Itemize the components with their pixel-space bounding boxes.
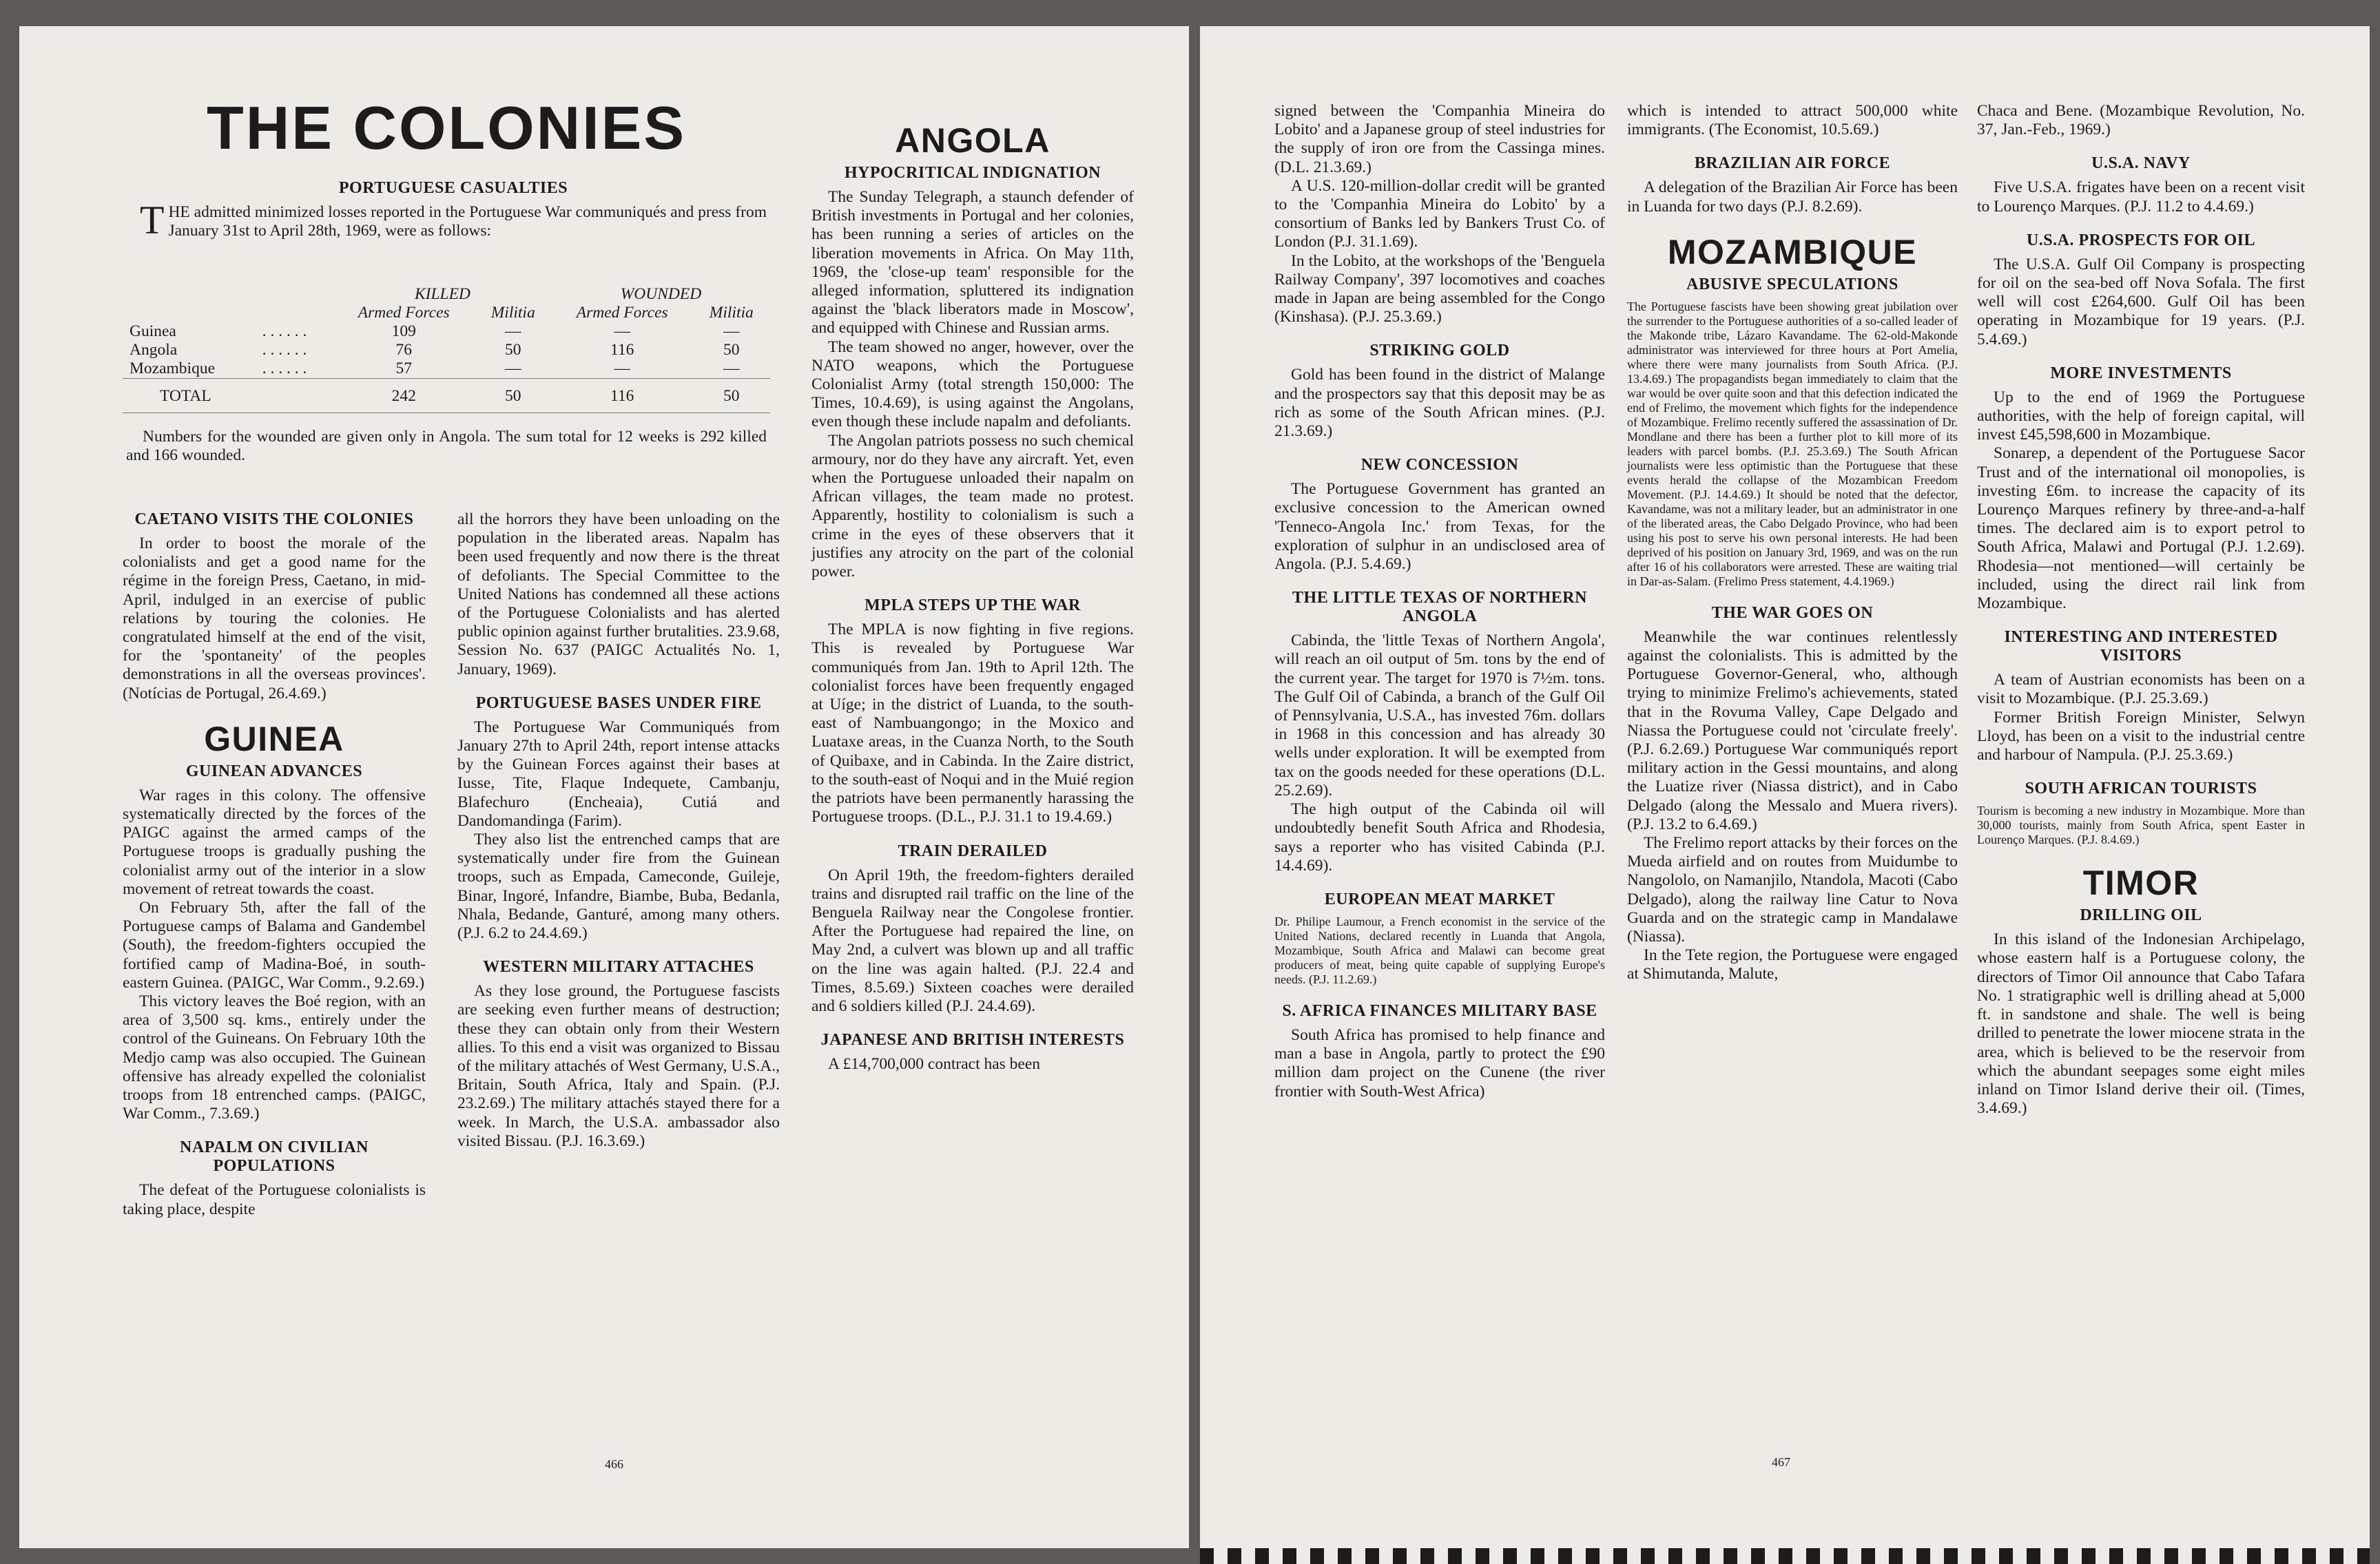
cell: 116	[610, 341, 634, 359]
left-column-3	[811, 121, 1134, 1074]
table-row	[123, 359, 770, 379]
cell: 50	[723, 341, 740, 359]
left-column-1	[123, 510, 426, 1219]
safin-heading: S. AFRICA FINANCES MILITARY BASE	[1282, 1001, 1597, 1020]
article-paragraph: Gold has been found in the district of Malange and the prospectors say that this deposit may be as rich as some of the South African mines. (P.J. 21.3.69.)	[1274, 366, 1605, 441]
article-paragraph: Tourism is becoming a new industry in Mozambique. More than 30,000 tourists, mainly from South Africa, spent Easter in Lourenço Marques. (P.J. 8.4.69.)	[1977, 804, 2305, 847]
row-label: Guinea	[130, 322, 176, 340]
total-label: TOTAL	[123, 379, 256, 413]
casualties-section	[140, 179, 767, 240]
cell: —	[614, 322, 630, 340]
mpla-heading: MPLA STEPS UP THE WAR	[865, 596, 1081, 615]
advances-heading: GUINEAN ADVANCES	[185, 762, 363, 780]
article-paragraph: The team showed no anger, however, over the NATO weapons, which the Portuguese Colonialist Army (total strength 150,000: The Times, 10.4.69), is using against the Angolans, even though these include napalm and defoliants.	[811, 337, 1134, 431]
article-paragraph: The high output of the Cabinda oil will undoubtedly benefit South Africa and Rhodesia, says a reporter who has visited Cabinda (P.J. 14.4.69).	[1274, 800, 1605, 875]
color-scale-ruler	[1200, 1548, 2370, 1564]
article-paragraph: Former British Foreign Minister, Selwyn Lloyd, has been on a visit to the industrial centre and harbour of Nampula. (P.J. 25.3.69.)	[1977, 708, 2305, 764]
drop-cap: T	[140, 198, 165, 242]
cell: 50	[504, 341, 521, 359]
train-heading: TRAIN DERAILED	[898, 842, 1048, 860]
western-heading: WESTERN MILITARY ATTACHES	[483, 958, 754, 977]
cell: —	[723, 322, 740, 340]
napalm-heading: NAPALM ON CIVILIAN POPULATIONS	[180, 1138, 369, 1176]
table-row	[123, 341, 770, 359]
investments-heading: MORE INVESTMENTS	[2050, 364, 2232, 382]
left-column-2	[457, 510, 780, 1151]
cell: —	[723, 359, 740, 377]
wounded-armed-header: Armed Forces	[576, 304, 668, 322]
killed-armed-header: Armed Forces	[358, 304, 450, 322]
cell: 50	[475, 379, 552, 413]
article-paragraph: In the Lobito, at the workshops of the 'Benguela Railway Company', 397 locomotives and coaches made in Japan are being assembled for the Congo (Kinshasa). (P.J. 25.3.69.)	[1274, 251, 1605, 326]
article-paragraph: The U.S.A. Gulf Oil Company is prospecting for oil on the sea-bed off Nova Sofala. The first well will cost £264,600. Gulf Oil has been operating in Mozambique for 19 years. (P.J. 5.4.69.)	[1977, 255, 2305, 348]
article-paragraph: The Portuguese War Communiqués from January 27th to April 24th, report intense attacks by the Guinean Forces against their bases at Iusse, Tite, Flaque Indequete, Cambanju, Blafechuro (Encheaia), Cutiá and Dandomandinga (Farim).	[457, 718, 780, 830]
cell: 76	[395, 341, 412, 359]
brazil-heading: BRAZILIAN AIR FORCE	[1694, 154, 1891, 173]
article-paragraph: The Frelimo report attacks by their forces on the Mueda airfield and on routes from Muidumbe to Nangololo, on Namanjilo, Ntandola, Macoti (Cabo Delgado), along the railway line Catur to Nova Guarda and on the strategic camp in Mandalawe (Niassa).	[1627, 834, 1958, 946]
article-paragraph: signed between the 'Companhia Mineira do Lobito' and a Japanese group of steel industries for the supply of iron ore from the Cassinga mines. (D.L. 21.3.69.)	[1274, 102, 1605, 176]
page-title: THE COLONIES	[207, 94, 687, 162]
article-paragraph: The MPLA is now fighting in five regions. This is revealed by Portuguese War communiqués from Jan. 19th to April 12th. The colonialist forces have been frequently engaged at Uíge; in the district of Luanda, to the south-east of Nambuangongo; in the Moxico and Luataxe areas, in the Cuanza North, to the South of Quibaxe, and in Cabinda. In the Zaire district, to the south-east of Noqui and in the Muié region the patriots have been permanently harassing the Portuguese troops. (D.L., P.J. 31.1 to 19.4.69.)	[811, 621, 1134, 826]
wounded-militia-header: Militia	[709, 304, 754, 322]
article-paragraph: On February 5th, after the fall of the Portuguese camps of Balama and Gandembel (South), the freedom-fighters occupied the fortified camp of Madina-Boé, in south-eastern Guinea. (PAIGC, War Comm., 9.2.69.)	[123, 899, 426, 992]
article-paragraph: The Portuguese Government has granted an exclusive concession to the American owned 'Tenneco-Angola Inc.' from Texas, for the exploration of sulphur in an undisclosed area of Angola. (P.J. 5.4.69.)	[1274, 480, 1605, 574]
row-label: Angola	[130, 341, 178, 359]
casualties-intro-text: HE admitted minimized losses reported in the Portuguese War communiqués and press from January 31st to April 28th, 1969, were as follows:	[168, 203, 767, 240]
row-leader: . . . . . .	[262, 322, 307, 340]
casualties-heading: PORTUGUESE CASUALTIES	[338, 179, 568, 197]
cell: —	[504, 359, 521, 377]
article-paragraph: The defeat of the Portuguese colonialists is taking place, despite	[123, 1181, 426, 1218]
texas-heading: THE LITTLE TEXAS OF NORTHERN ANGOLA	[1292, 589, 1587, 626]
article-paragraph: Up to the end of 1969 the Portuguese authorities, with the help of foreign capital, will invest £45,598,600 in Mozambique.	[1977, 388, 2305, 444]
article-paragraph: A team of Austrian economists has been on a visit to Mozambique. (P.J. 25.3.69.)	[1977, 671, 2305, 708]
row-leader: . . . . . .	[262, 341, 307, 359]
cell: 57	[395, 359, 412, 377]
mozambique-title: MOZAMBIQUE	[1667, 232, 1918, 271]
total-row	[123, 379, 770, 413]
oil-heading: U.S.A. PROSPECTS FOR OIL	[2026, 231, 2256, 249]
article-paragraph: This victory leaves the Boé region, with an area of 3,500 sq. kms., entirely under the control of the Guineans. On February 10th the Medjo camp was also occupied. The Guinean offensive has already expelled the colonialist troops from 18 entrenched camps. (PAIGC, War Comm., 7.3.69.)	[123, 992, 426, 1123]
casualties-intro	[140, 198, 767, 242]
article-paragraph: which is intended to attract 500,000 white immigrants. (The Economist, 10.5.69.)	[1627, 102, 1958, 139]
bases-heading: PORTUGUESE BASES UNDER FIRE	[475, 694, 762, 712]
meat-heading: EUROPEAN MEAT MARKET	[1324, 890, 1555, 908]
casualties-table	[123, 285, 770, 413]
right-column-1	[1274, 102, 1605, 1101]
drilling-heading: DRILLING OIL	[2080, 906, 2202, 925]
article-paragraph: On April 19th, the freedom-fighters derailed trains and disrupted rail traffic on the line of the Benguela Railway near the Congolese frontier. After the Portuguese had repaired the line, on May 2nd, a culvert was blown up and all traffic on the line was again halted. (P.J. 22.4 and Times, 8.5.69.) Sixteen coaches were derailed and 6 soldiers killed (P.J. 24.4.69).	[811, 866, 1134, 1015]
article-paragraph: In the Tete region, the Portuguese were engaged at Shimutanda, Malute,	[1627, 946, 1958, 983]
navy-heading: U.S.A. NAVY	[2091, 154, 2191, 173]
article-paragraph: In order to boost the morale of the colonialists and get a good name for the régime in the foreign Press, Caetano, in mid-April, indulged in an exercise of public relations by touring the colonies. He congratulated himself at the end of the visit, for the 'spontaneity' of the peoples demonstrations in all the overseas provinces'. (Notícias de Portugal, 26.4.69.)	[123, 534, 426, 702]
timor-title: TIMOR	[2082, 864, 2200, 903]
table-row	[123, 322, 770, 341]
article-paragraph: Meanwhile the war continues relentlessly against the colonialists. This is admitted by the Portuguese Governor-General, who, although trying to minimize Frelimo's achievements, stated that in the Rovuma Valley, Cape Delgado and Niassa the Portuguese could not 'circulate freely'. (P.J. 6.2.69.) Portuguese War communiqués report military action in the Gessi mountains, and along the Luatize river (Niassa district), and in Cabo Delgado (along the Messalo and Muera rivers). (P.J. 13.2 to 6.4.69.)	[1627, 627, 1958, 833]
cell: 109	[391, 322, 416, 340]
article-paragraph: War rages in this colony. The offensive systematically directed by the forces of the PAIGC against the armed camps of the Portuguese troops is gradually pushing the colonialist army out of the interior in a slow movement of retreat towards the coast.	[123, 786, 426, 898]
page-number: 466	[605, 1457, 623, 1471]
abusive-heading: ABUSIVE SPECULATIONS	[1686, 275, 1898, 293]
tourists-heading: SOUTH AFRICAN TOURISTS	[2025, 780, 2257, 798]
article-paragraph: South Africa has promised to help finance and man a base in Angola, partly to protect the £90 million dam project on the Cunene (the river frontier with South-West Africa)	[1274, 1025, 1605, 1101]
article-paragraph: The Sunday Telegraph, a staunch defender of British investments in Portugal and her colonies, has been running a series of articles on the liberation movements in Africa. On May 11th, 1969, the 'close-up team' responsible for the alleged information, spluttered its indignation against the 'black liberators made in Moscow', and equipped with Chinese and Russian arms.	[811, 188, 1134, 337]
cell: —	[504, 322, 521, 340]
gold-heading: STRIKING GOLD	[1369, 342, 1510, 360]
hypocritical-heading: HYPOCRITICAL INDIGNATION	[844, 164, 1101, 182]
article-paragraph: Five U.S.A. frigates have been on a recent visit to Lourenço Marques. (P.J. 11.2 to 4.4.69.)	[1977, 178, 2305, 216]
right-page	[1200, 26, 2370, 1548]
casualties-note-text: Numbers for the wounded are given only in Angola. The sum total for 12 weeks is 292 killed and 166 wounded.	[126, 428, 767, 465]
article-paragraph: Cabinda, the 'little Texas of Northern Angola', will reach an oil output of 5m. tons by the end of the current year. The target for 1970 is 7½m. tons. The Gulf Oil of Cabinda, a branch of the Gulf Oil of Pennsylvania, U.S.A., has invested 76m. dollars in 1968 in this concession and has already 30 wells under exploration. It will be exempted from tax on the goods needed for these operations (D.L. 25.2.69).	[1274, 632, 1605, 800]
visitors-heading: INTERESTING AND INTERESTED VISITORS	[2004, 628, 2278, 665]
wounded-group-header: WOUNDED	[620, 285, 702, 303]
killed-militia-header: Militia	[490, 304, 535, 322]
article-paragraph: all the horrors they have been unloading on the population in the liberated areas. Napalm has been used frequently and now there is the threat of defoliants. The Special Committee to the United Nations has condemned all these actions of the Portuguese Colonialists and has alerted public opinion against further brutalities. 23.9.68, Session No. 637 (PAIGC Actualités No. 1, January, 1969).	[457, 510, 780, 678]
angola-title: ANGOLA	[895, 121, 1051, 160]
cell: 50	[693, 379, 770, 413]
war-heading: THE WAR GOES ON	[1711, 603, 1874, 622]
right-column-2	[1627, 102, 1958, 984]
killed-group-header: KILLED	[414, 285, 470, 303]
article-paragraph: A U.S. 120-million-dollar credit will be granted to the 'Companhia Mineira do Lobito' by a consortium of Banks led by Bankers Trust Co. of London (P.J. 31.1.69).	[1274, 176, 1605, 251]
casualties-note	[126, 428, 767, 465]
cell: 116	[552, 379, 693, 413]
article-paragraph: Dr. Philipe Laumour, a French economist in the service of the United Nations, declared recently in Luanda that Angola, Mozambique, South Africa and Malawi can become great producers of meat, being quite capable of supplying Europe's needs. (P.J. 11.2.69.)	[1274, 914, 1605, 986]
article-paragraph: Chaca and Bene. (Mozambique Revolution, No. 37, Jan.-Feb., 1969.)	[1977, 102, 2305, 139]
page-number: 467	[1772, 1455, 1790, 1469]
article-paragraph: Sonarep, a dependent of the Portuguese Sacor Trust and of the international oil monopolies, is investing £6m. to increase the capacity of its Lourenço Marques refinery by three-and-a-half times. The declared aim is to export petrol to South Africa, Malawi and Portugal (P.J. 1.2.69). Rhodesia—not mentioned—will certainly be included, using the direct rail link from Mozambique.	[1977, 444, 2305, 613]
concession-heading: NEW CONCESSION	[1360, 456, 1519, 475]
guinea-title: GUINEA	[204, 719, 344, 758]
article-paragraph: A £14,700,000 contract has been	[828, 1055, 1041, 1074]
cell: —	[614, 359, 630, 377]
article-paragraph: They also list the entrenched camps that are systematically under fire from the Guinean troops, such as Empada, Cameconde, Guileje, Binar, Ingoré, Infandre, Biambe, Buba, Bedanla, Nhala, Bedande, Ganturé, among many others. (P.J. 6.2 to 24.4.69.)	[457, 831, 780, 943]
caetano-heading: CAETANO VISITS THE COLONIES	[134, 510, 414, 528]
article-paragraph: The Portuguese fascists have been showing great jubilation over the surrender to the Portuguese authorities of a so-called leader of the Makonde tribe, Lázaro Kavandame. The 62-old-Makonde administrator was interviewed for three hours at Port Amelia, where there were many journalists from South Africa. (P.J. 13.4.69.) The propagandists began immediately to claim that the war would be over quite soon and that this defection indicated the end of Frelimo, the movement which fights for the independence of Mozambique. Frelimo recently suffered the assassination of Dr. Mondlane and there has been a further plot to kill more of its leaders with parcel bombs. (P.J. 25.3.69.) The South African journalists were less optimistic than the Portuguese that these events herald the collapse of the Mozambican Freedom Movement. (P.J. 14.4.69.) It should be noted that the defector, Kavandame, was not a military leader, but an administrator in one of the liberated areas, the Cabo Delgado Province, who had been using his post to serve his own personal interests. He had been deprived of his position on January 3rd, 1969, and was on the run after 16 of his collaborators were arrested. These are waiting trial in Dar-as-Salam. (Frelimo Press statement, 4.4.1969.)	[1627, 299, 1958, 588]
japanese-heading: JAPANESE AND BRITISH INTERESTS	[820, 1031, 1125, 1050]
right-column-3	[1977, 102, 2305, 1118]
article-paragraph: In this island of the Indonesian Archipelago, whose eastern half is a Portuguese colony, the directors of Timor Oil announce that Cabo Tafara No. 1 stratigraphic well is drilling ahead at 5,000 ft. in sandstone and shale. The well is being drilled to penetrate the lower miocene strata in the area, which is believed to be the reservoir from which the abundant seepages some eight miles inland on Timor Island derive their oil. (Times, 3.4.69.)	[1977, 930, 2305, 1118]
left-page	[19, 26, 1189, 1548]
article-paragraph: A delegation of the Brazilian Air Force has been in Luanda for two days (P.J. 8.2.69).	[1627, 178, 1958, 216]
row-leader: . . . . . .	[262, 359, 307, 377]
cell: 242	[333, 379, 475, 413]
row-label: Mozambique	[130, 359, 215, 377]
article-paragraph: As they lose ground, the Portuguese fascists are seeking even further means of destruction; these they can obtain only from their Western allies. To this end a visit was organized to Bissau of the military attachés of West Germany, U.S.A., Britain, South Africa, Italy and Spain. (P.J. 23.2.69.) The military attachés stayed there for a week. In March, the U.S.A. ambassador also visited Bissau. (P.J. 16.3.69.)	[457, 982, 780, 1150]
article-paragraph: The Angolan patriots possess no such chemical armoury, nor do they have any aircraft. Yet, even when the Portuguese unloaded their napalm on African villages, the team made no protest. Apparently, hostility to colonialism is such a crime in the eyes of these observers that it justifies any atrocity on the part of the colonial power.	[811, 431, 1134, 581]
